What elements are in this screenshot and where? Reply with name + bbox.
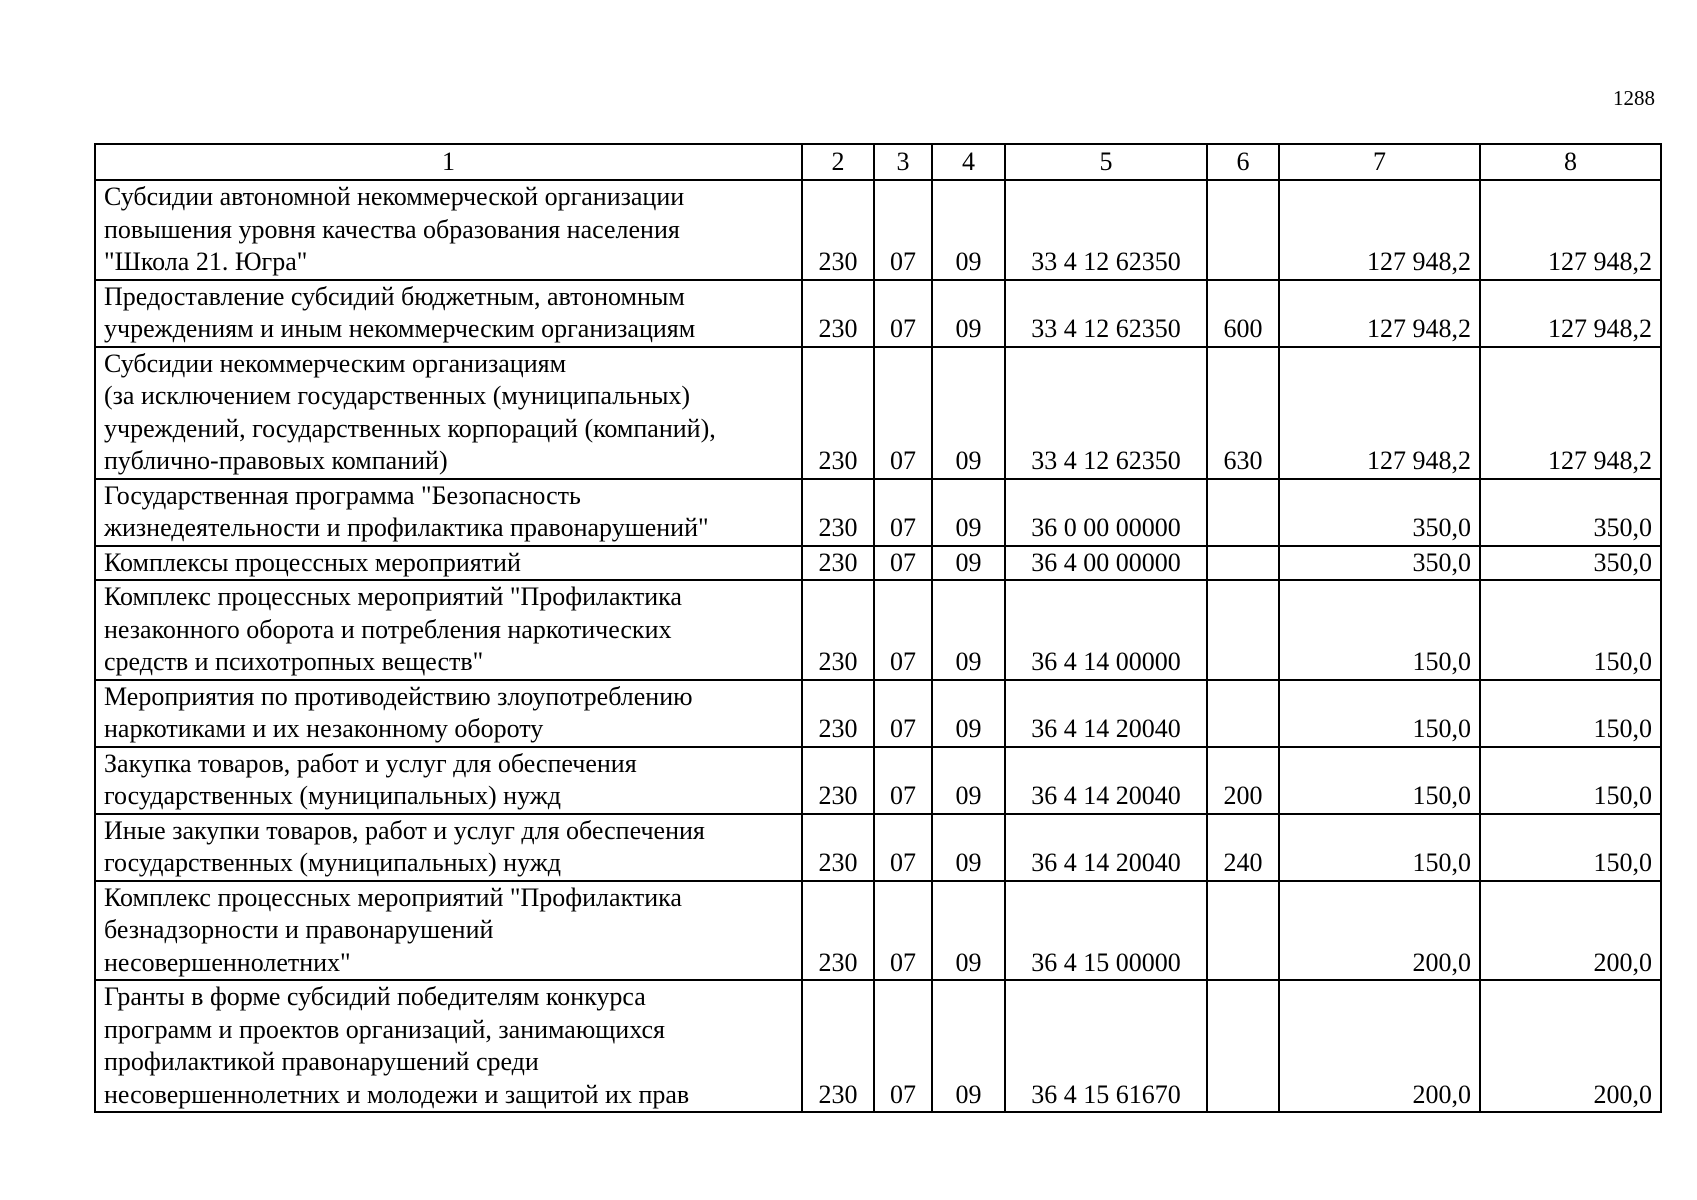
cell-name-line: несовершеннолетних" (104, 947, 351, 977)
cell-name-line: Иные закупки товаров, работ и услуг для обеспечения (104, 815, 705, 845)
cell-name-line: Комплексы процессных мероприятий (104, 547, 521, 577)
cell-section: 07 (874, 180, 932, 280)
cell-section: 07 (874, 347, 932, 479)
cell-amount-1: 150,0 (1279, 680, 1480, 747)
table-row (95, 546, 1661, 581)
cell-section: 07 (874, 881, 932, 981)
cell-amount-1: 150,0 (1279, 814, 1480, 881)
cell-name-line: несовершеннолетних и молодежи и защитой их прав (104, 1079, 690, 1109)
cell-admin-code: 230 (802, 980, 874, 1112)
cell-admin-code: 230 (802, 546, 874, 581)
cell-amount-2: 127 948,2 (1480, 280, 1661, 347)
header-cell-6: 6 (1207, 144, 1279, 180)
cell-amount-1: 200,0 (1279, 881, 1480, 981)
cell-expense-type: 630 (1207, 347, 1279, 479)
cell-amount-1: 150,0 (1279, 580, 1480, 680)
cell-expense-type: 600 (1207, 280, 1279, 347)
cell-section: 07 (874, 280, 932, 347)
cell-subsection: 09 (932, 881, 1005, 981)
header-cell-3: 3 (874, 144, 932, 180)
cell-name (95, 580, 802, 680)
cell-section: 07 (874, 546, 932, 581)
cell-name (95, 814, 802, 881)
cell-admin-code: 230 (802, 747, 874, 814)
cell-admin-code: 230 (802, 580, 874, 680)
cell-name-line: жизнедеятельности и профилактика правонарушений" (104, 513, 709, 542)
cell-expense-type: 200 (1207, 747, 1279, 814)
cell-target-article: 36 4 14 20040 (1005, 680, 1207, 747)
cell-section: 07 (874, 580, 932, 680)
cell-section: 07 (874, 479, 932, 546)
cell-target-article: 36 4 14 20040 (1005, 747, 1207, 814)
cell-subsection: 09 (932, 280, 1005, 347)
cell-expense-type (1207, 980, 1279, 1112)
table-row (95, 881, 1661, 981)
cell-section: 07 (874, 680, 932, 747)
cell-name (95, 980, 802, 1112)
cell-name-line: профилактикой правонарушений среди (104, 1047, 539, 1076)
cell-target-article: 36 4 00 00000 (1005, 546, 1207, 581)
cell-expense-type (1207, 680, 1279, 747)
table-row (95, 280, 1661, 347)
cell-name (95, 347, 802, 479)
cell-name-line: публично-правовых компаний) (104, 446, 448, 475)
cell-name-line: незаконного оборота и потребления наркотических (104, 614, 672, 644)
cell-name-line: Субсидии некоммерческим организациям (104, 348, 567, 378)
cell-amount-1: 127 948,2 (1279, 180, 1480, 280)
table-row (95, 180, 1661, 280)
cell-admin-code: 230 (802, 814, 874, 881)
cell-name (95, 747, 802, 814)
cell-admin-code: 230 (802, 881, 874, 981)
page-number: 1288 (1613, 86, 1655, 110)
cell-admin-code: 230 (802, 347, 874, 479)
cell-amount-2: 150,0 (1480, 680, 1661, 747)
cell-amount-1: 127 948,2 (1279, 280, 1480, 347)
cell-expense-type (1207, 479, 1279, 546)
cell-amount-2: 150,0 (1480, 814, 1661, 881)
cell-amount-2: 127 948,2 (1480, 347, 1661, 479)
cell-name-line: Гранты в форме субсидий победителям конкурса (104, 982, 646, 1011)
cell-name-line: (за исключением государственных (муниципальных) (104, 381, 691, 410)
cell-subsection: 09 (932, 747, 1005, 814)
cell-section: 07 (874, 747, 932, 814)
cell-name-line: государственных (муниципальных) нужд (104, 848, 561, 877)
cell-subsection: 09 (932, 546, 1005, 581)
header-cell-1: 1 (95, 144, 802, 180)
table-row (95, 580, 1661, 680)
cell-name-line: учреждениям и иным некоммерческим организациям (104, 314, 696, 343)
cell-subsection: 09 (932, 347, 1005, 479)
cell-name-line: средств и психотропных веществ" (104, 647, 484, 676)
cell-target-article: 36 4 15 00000 (1005, 881, 1207, 981)
table-row (95, 980, 1661, 1112)
cell-target-article: 36 4 14 00000 (1005, 580, 1207, 680)
cell-section: 07 (874, 814, 932, 881)
cell-admin-code: 230 (802, 280, 874, 347)
cell-amount-2: 127 948,2 (1480, 180, 1661, 280)
cell-subsection: 09 (932, 680, 1005, 747)
cell-target-article: 33 4 12 62350 (1005, 347, 1207, 479)
cell-name-line: учреждений, государственных корпораций (компаний), (104, 413, 716, 443)
cell-name-line: Мероприятия по противодействию злоупотреблению (104, 681, 693, 711)
cell-name-line: наркотиками и их незаконному обороту (104, 714, 544, 743)
cell-subsection: 09 (932, 814, 1005, 881)
cell-target-article: 36 4 14 20040 (1005, 814, 1207, 881)
cell-admin-code: 230 (802, 479, 874, 546)
cell-amount-2: 200,0 (1480, 980, 1661, 1112)
cell-amount-2: 200,0 (1480, 881, 1661, 981)
cell-expense-type (1207, 546, 1279, 581)
table-row (95, 814, 1661, 881)
cell-subsection: 09 (932, 479, 1005, 546)
cell-amount-2: 150,0 (1480, 747, 1661, 814)
cell-amount-2: 150,0 (1480, 580, 1661, 680)
cell-name (95, 881, 802, 981)
header-cell-5: 5 (1005, 144, 1207, 180)
cell-amount-2: 350,0 (1480, 479, 1661, 546)
cell-amount-2: 350,0 (1480, 546, 1661, 581)
budget-table (94, 143, 1662, 1113)
cell-target-article: 36 4 15 61670 (1005, 980, 1207, 1112)
cell-name-line: Комплекс процессных мероприятий "Профилактика (104, 582, 682, 611)
cell-name (95, 546, 802, 581)
cell-amount-1: 350,0 (1279, 479, 1480, 546)
cell-name-line: Государственная программа "Безопасность (104, 480, 581, 510)
cell-name-line: "Школа 21. Югра" (104, 247, 308, 276)
cell-amount-1: 350,0 (1279, 546, 1480, 581)
cell-target-article: 33 4 12 62350 (1005, 280, 1207, 347)
table-body (95, 180, 1661, 1112)
table-row (95, 347, 1661, 479)
cell-name-line: повышения уровня качества образования населения (104, 214, 680, 244)
table-row (95, 479, 1661, 546)
cell-target-article: 36 0 00 00000 (1005, 479, 1207, 546)
cell-subsection: 09 (932, 980, 1005, 1112)
cell-name (95, 680, 802, 747)
table-row (95, 747, 1661, 814)
cell-name-line: программ и проектов организаций, занимающихся (104, 1014, 665, 1044)
cell-expense-type (1207, 180, 1279, 280)
header-cell-8: 8 (1480, 144, 1661, 180)
cell-name (95, 280, 802, 347)
cell-subsection: 09 (932, 580, 1005, 680)
header-cell-7: 7 (1279, 144, 1480, 180)
cell-admin-code: 230 (802, 680, 874, 747)
cell-name-line: безнадзорности и правонарушений (104, 915, 494, 944)
cell-name-line: государственных (муниципальных) нужд (104, 781, 561, 810)
cell-target-article: 33 4 12 62350 (1005, 180, 1207, 280)
header-cell-4: 4 (932, 144, 1005, 180)
cell-expense-type (1207, 881, 1279, 981)
cell-amount-1: 200,0 (1279, 980, 1480, 1112)
cell-name (95, 479, 802, 546)
cell-name (95, 180, 802, 280)
cell-expense-type (1207, 580, 1279, 680)
cell-subsection: 09 (932, 180, 1005, 280)
cell-name-line: Закупка товаров, работ и услуг для обеспечения (104, 748, 637, 778)
table-row (95, 680, 1661, 747)
cell-name-line: Субсидии автономной некоммерческой организации (104, 182, 685, 211)
cell-expense-type: 240 (1207, 814, 1279, 881)
header-row (95, 144, 1661, 180)
header-cell-2: 2 (802, 144, 874, 180)
cell-amount-1: 127 948,2 (1279, 347, 1480, 479)
cell-amount-1: 150,0 (1279, 747, 1480, 814)
cell-name-line: Предоставление субсидий бюджетным, автономным (104, 281, 685, 311)
cell-admin-code: 230 (802, 180, 874, 280)
cell-name-line: Комплекс процессных мероприятий "Профилактика (104, 882, 682, 912)
cell-section: 07 (874, 980, 932, 1112)
